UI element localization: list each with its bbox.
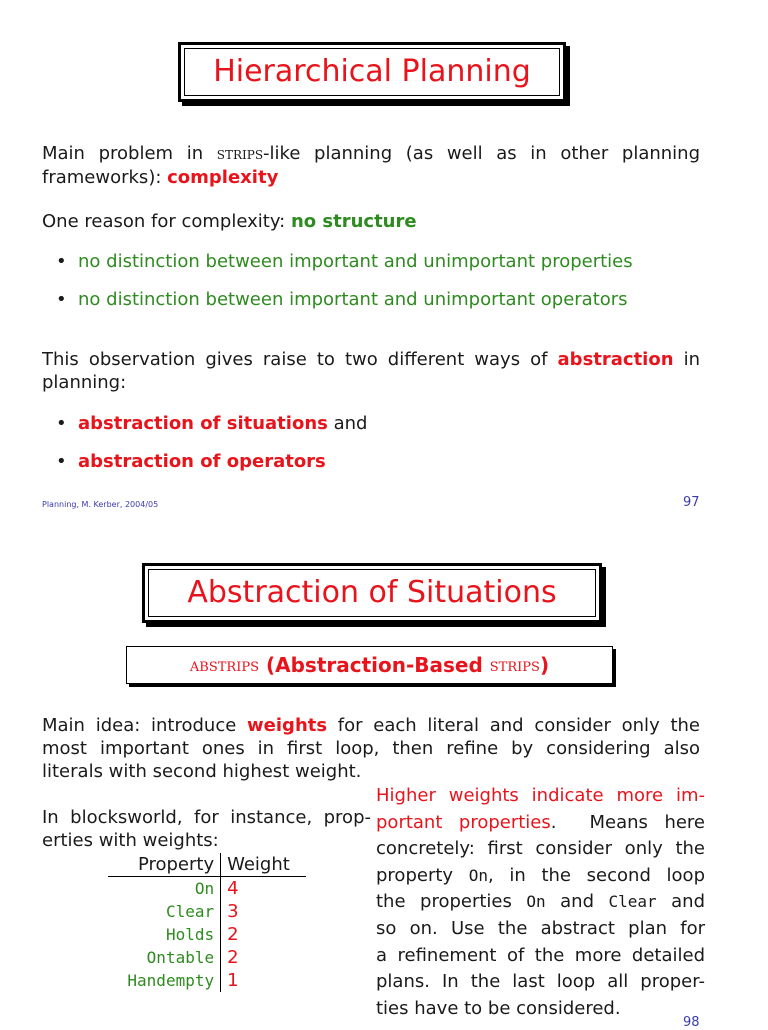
paragraph-line: so on. Use the abstract plan for [376, 917, 705, 939]
table-row [108, 946, 306, 969]
emphasis-text: abstraction of operators [78, 451, 326, 472]
emphasis-text: abstraction of situations [78, 413, 328, 434]
table-row [108, 900, 306, 923]
slide-title [142, 563, 602, 623]
text-run: in [673, 349, 700, 370]
paragraph-line: concretely: first consider only the [376, 838, 705, 860]
text-run: and [327, 413, 368, 434]
emphasis-no-structure: no structure [290, 211, 417, 232]
bullet-abstraction-situations [78, 412, 367, 435]
column-header-weight: Weight [221, 853, 306, 877]
slide-title-text: Abstraction of Situations [187, 575, 557, 610]
bullet-abstraction-operators [78, 450, 326, 473]
paragraph-line [42, 714, 700, 737]
subtitle-text: ) [539, 653, 550, 677]
bullet-operators: no distinction between important and unimportant operators [78, 289, 628, 310]
weight-cell: 3 [227, 901, 239, 922]
paragraph-line: Higher weights indicate more im- [376, 785, 705, 806]
text-run: and [545, 891, 609, 913]
weights-table [108, 853, 306, 992]
text-run: the properties [376, 891, 527, 913]
emphasis-weights: weights [247, 715, 328, 736]
bullet-dot: • [56, 289, 67, 310]
paragraph-main-idea [42, 714, 700, 783]
paragraph-higher-weights [376, 783, 705, 1022]
strips-smallcaps: strips [489, 654, 540, 676]
paragraph-line [42, 166, 700, 189]
table-header-row [108, 853, 306, 877]
bullet-dot: • [56, 251, 67, 272]
slide-title-text: Hierarchical Planning [213, 54, 531, 89]
paragraph-line [42, 348, 700, 371]
paragraph-line [42, 142, 700, 166]
emphasis-important-properties: portant properties [376, 811, 551, 833]
property-cell: Handempty [108, 969, 221, 992]
paragraph-line: most important ones in first loop, then refine by considering also [42, 738, 700, 759]
paragraph-line: planning: [42, 372, 127, 393]
property-cell: Holds [108, 923, 221, 946]
page-number: 98 [683, 1015, 700, 1030]
text-run: frameworks): [42, 167, 168, 188]
property-cell: On [108, 877, 221, 901]
emphasis-abstraction: abstraction [557, 349, 674, 370]
paragraph-line: a refinement of the more detailed [376, 944, 705, 966]
strips-smallcaps: strips [216, 144, 264, 164]
text-run: This observation gives raise to two different ways of [42, 349, 558, 370]
paragraph-line: literals with second highest weight. [42, 761, 362, 782]
text-run: , in the second loop [488, 864, 705, 886]
code-on: On [468, 865, 488, 885]
emphasis-complexity: complexity [167, 167, 279, 188]
code-clear: Clear [608, 892, 657, 912]
paragraph-line [376, 810, 705, 837]
paragraph-line [376, 889, 705, 916]
abstrips-smallcaps: abstrips [189, 654, 260, 676]
paragraph-main-problem [42, 142, 700, 189]
property-cell: Clear [108, 900, 221, 923]
bullet-dot: • [56, 413, 67, 434]
weight-cell: 2 [227, 947, 239, 968]
text-run: . Means here [550, 811, 706, 833]
text-run: for each literal and consider only the [327, 715, 700, 736]
bullet-dot: • [56, 451, 67, 472]
text-run: and [656, 891, 706, 913]
paragraph-line: plans. In the last loop all proper- [376, 971, 705, 993]
weight-cell: 1 [227, 970, 239, 991]
property-cell: Ontable [108, 946, 221, 969]
paragraph-reason [42, 210, 417, 233]
slide-title [178, 42, 566, 102]
text-run: Main idea: introduce [42, 715, 248, 736]
bullet-properties: no distinction between important and unimportant properties [78, 251, 633, 272]
paragraph-line: In blocksworld, for instance, prop- [42, 807, 371, 828]
column-header-property: Property [108, 853, 221, 877]
paragraph-line [376, 863, 705, 890]
table-row [108, 969, 306, 992]
table-row [108, 877, 306, 901]
subtitle-box [126, 646, 613, 684]
paragraph-line: erties with weights: [42, 830, 219, 851]
paragraph-line: ties have to be considered. [376, 997, 621, 1019]
weight-cell: 4 [227, 878, 239, 899]
subtitle-text: (Abstraction-Based [259, 653, 490, 677]
text-run: One reason for complexity: [42, 211, 291, 232]
text-run: -like planning (as well as in other planning [263, 143, 701, 164]
text-run: property [376, 864, 469, 886]
table-row [108, 923, 306, 946]
paragraph-observation [42, 348, 700, 394]
paragraph-blocksworld [42, 806, 371, 852]
page-number: 97 [683, 495, 700, 510]
weight-cell: 2 [227, 924, 239, 945]
text-run: Main problem in [42, 143, 217, 164]
footer-text: Planning, M. Kerber, 2004/05 [42, 500, 159, 509]
code-on: On [526, 892, 546, 912]
